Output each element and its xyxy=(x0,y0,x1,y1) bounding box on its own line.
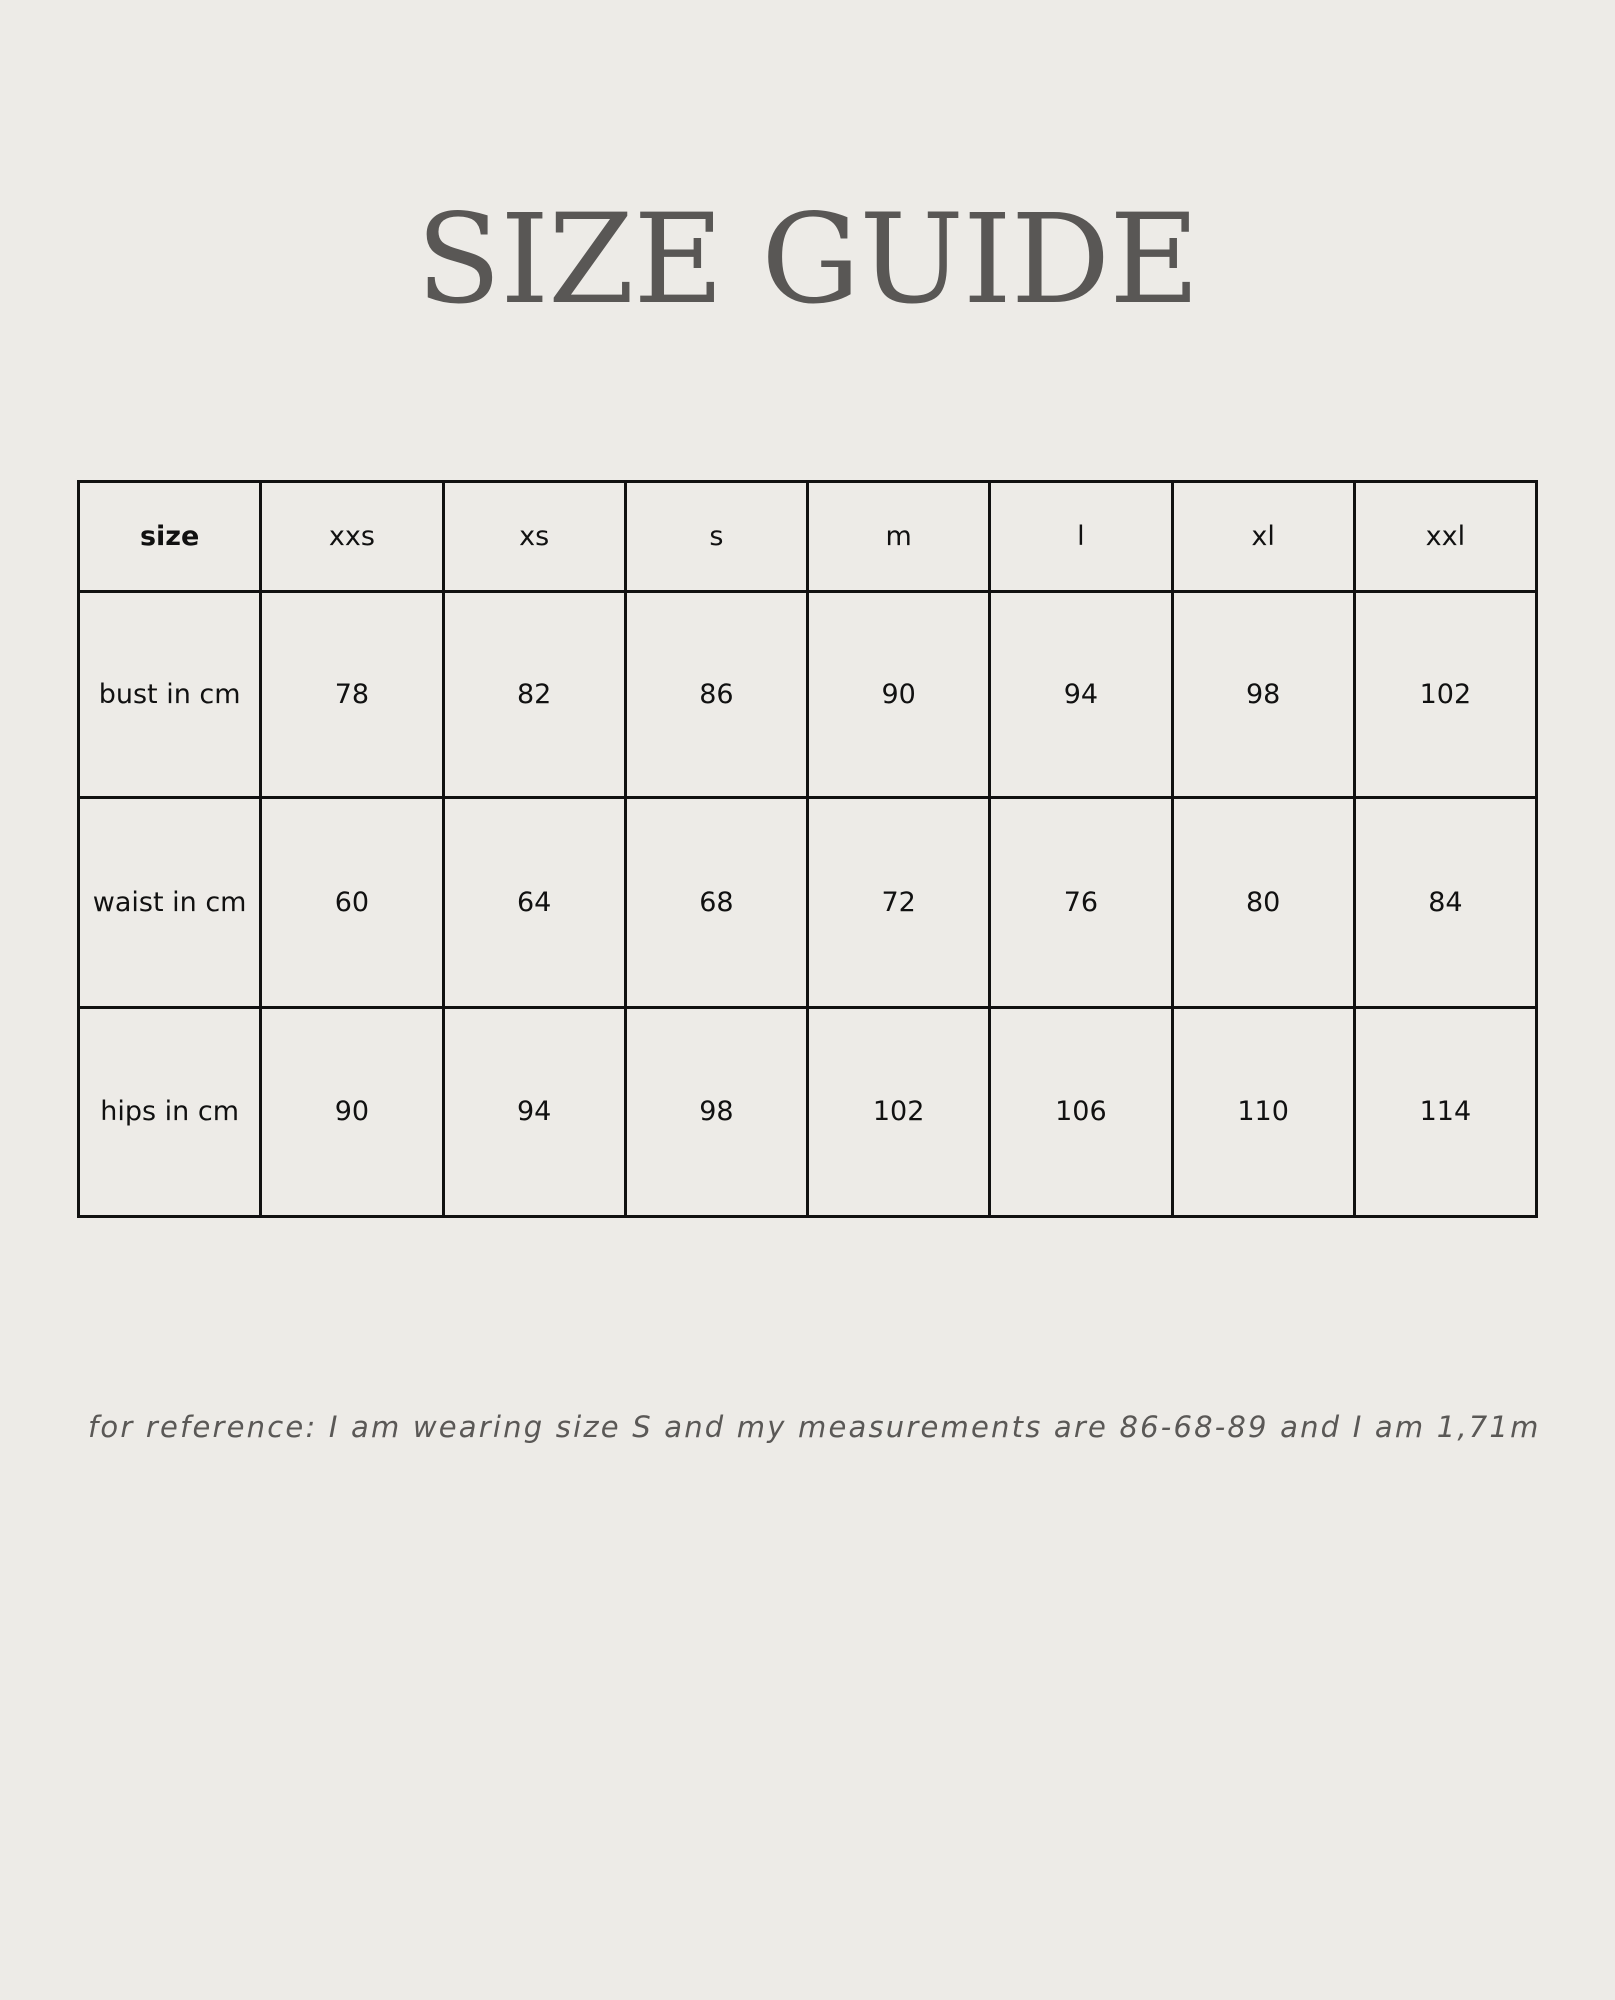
table-cell: 64 xyxy=(443,798,625,1008)
header-cell-xl: xl xyxy=(1172,482,1354,592)
table-cell: 98 xyxy=(1172,592,1354,798)
table-cell: 94 xyxy=(990,592,1172,798)
table-cell: 84 xyxy=(1354,798,1536,1008)
table-cell: 90 xyxy=(808,592,990,798)
row-label-hips: hips in cm xyxy=(79,1008,261,1217)
row-label-bust: bust in cm xyxy=(79,592,261,798)
header-cell-size: size xyxy=(79,482,261,592)
page-title: SIZE GUIDE xyxy=(416,188,1199,332)
reference-note: for reference: I am wearing size S and my measurements are 86-68-89 and I am 1,71m xyxy=(88,1410,1541,1444)
size-table xyxy=(77,480,1538,1218)
table-cell: 102 xyxy=(1354,592,1536,798)
table-cell: 106 xyxy=(990,1008,1172,1217)
header-cell-xs: xs xyxy=(443,482,625,592)
table-cell: 68 xyxy=(625,798,807,1008)
table-cell: 86 xyxy=(625,592,807,798)
header-cell-m: m xyxy=(808,482,990,592)
row-label-waist: waist in cm xyxy=(79,798,261,1008)
table-cell: 80 xyxy=(1172,798,1354,1008)
table-row-bust xyxy=(79,592,1537,798)
table-cell: 98 xyxy=(625,1008,807,1217)
table-cell: 72 xyxy=(808,798,990,1008)
table-cell: 60 xyxy=(261,798,443,1008)
table-cell: 76 xyxy=(990,798,1172,1008)
table-cell: 78 xyxy=(261,592,443,798)
table-row-waist xyxy=(79,798,1537,1008)
header-cell-s: s xyxy=(625,482,807,592)
table-cell: 82 xyxy=(443,592,625,798)
table-row-hips xyxy=(79,1008,1537,1217)
table-cell: 90 xyxy=(261,1008,443,1217)
table-cell: 102 xyxy=(808,1008,990,1217)
header-cell-xxs: xxs xyxy=(261,482,443,592)
header-cell-xxl: xxl xyxy=(1354,482,1536,592)
table-header-row xyxy=(79,482,1537,592)
table-cell: 114 xyxy=(1354,1008,1536,1217)
table-cell: 94 xyxy=(443,1008,625,1217)
header-cell-l: l xyxy=(990,482,1172,592)
table-cell: 110 xyxy=(1172,1008,1354,1217)
